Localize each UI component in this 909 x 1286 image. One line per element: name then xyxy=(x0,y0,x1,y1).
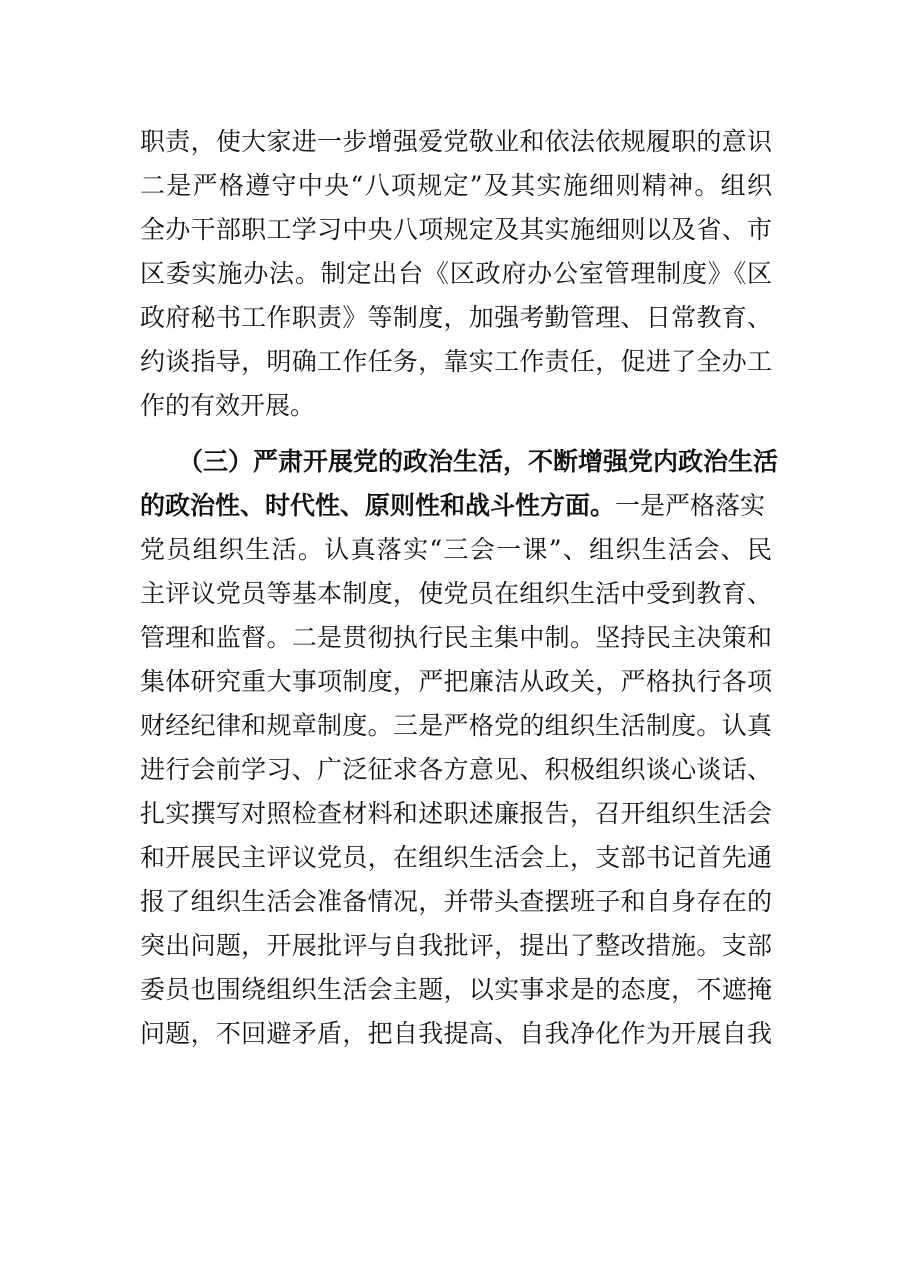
text-line: 二是严格遵守中央“八项规定”及其实施细则精神。组织 xyxy=(140,171,772,200)
text-line: 财经纪律和规章制度。三是严格党的组织生活制度。认真 xyxy=(140,711,772,740)
text-line: 作的有效开展。 xyxy=(140,391,316,420)
text-line: 问题，不回避矛盾，把自我提高、自我净化作为开展自我 xyxy=(140,1019,772,1048)
heading-continuation-line xyxy=(140,484,772,528)
text-line: 区委实施办法。制定出台《区政府办公室管理制度》《区 xyxy=(140,259,772,288)
section-heading-end: 的政治性、时代性、原则性和战斗性方面。 xyxy=(140,491,616,520)
text-line: 委员也围绕组织生活会主题，以实事求是的态度，不遮掩 xyxy=(140,975,772,1004)
text-line: 管理和监督。二是贯彻执行民主集中制。坚持民主决策和 xyxy=(140,623,772,652)
text-line: 突出问题，开展批评与自我批评，提出了整改措施。支部 xyxy=(140,931,772,960)
text-line: 主评议党员等基本制度，使党员在组织生活中受到教育、 xyxy=(140,579,772,608)
text-line: 扎实撰写对照检查材料和述职述廉报告，召开组织生活会 xyxy=(140,799,772,828)
text-line: 进行会前学习、广泛征求各方意见、积极组织谈心谈话、 xyxy=(140,755,772,784)
text-line: 政府秘书工作职责》等制度，加强考勤管理、日常教育、 xyxy=(140,303,772,332)
text-line: 报了组织生活会准备情况，并带头查摆班子和自身存在的 xyxy=(140,887,772,916)
text-line: 约谈指导，明确工作任务，靠实工作责任，促进了全办工 xyxy=(140,347,772,376)
text-line: 职责，使大家进一步增强爱党敬业和依法依规履职的意识 xyxy=(140,127,772,156)
text-line: 集体研究重大事项制度，严把廉洁从政关，严格执行各项 xyxy=(140,667,772,696)
text-line: 全办干部职工学习中央八项规定及其实施细则以及省、市 xyxy=(140,215,772,244)
text-line: 和开展民主评议党员，在组织生活会上，支部书记首先通 xyxy=(140,843,772,872)
paragraph-start: 一是严格落实 xyxy=(615,491,766,520)
section-heading: （三）严肃开展党的政治生活，不断增强党内政治生活 xyxy=(178,447,779,476)
text-line: 党员组织生活。认真落实“三会一课”、组织生活会、民 xyxy=(140,535,772,564)
